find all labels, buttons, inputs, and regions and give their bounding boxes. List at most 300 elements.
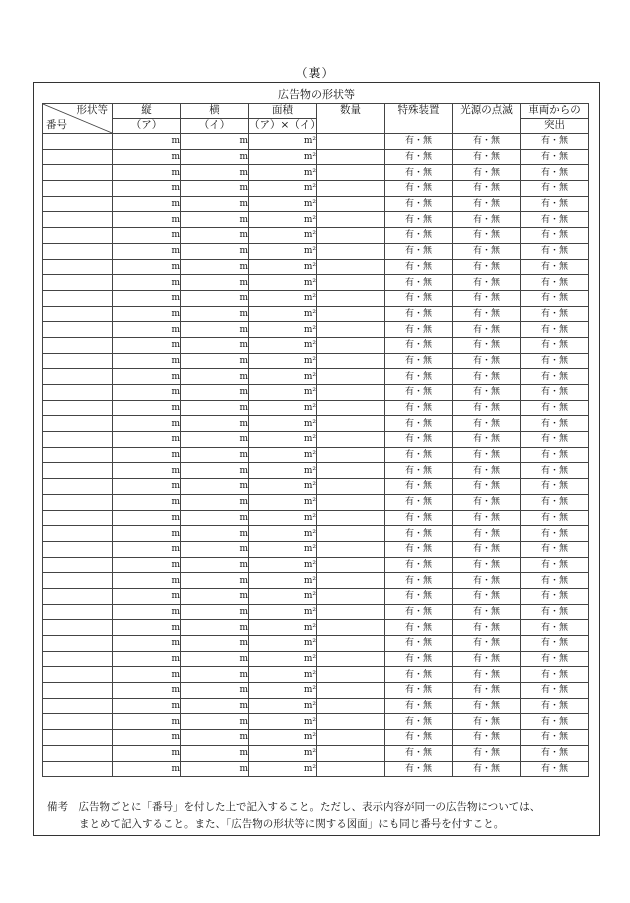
number-cell[interactable] <box>43 385 113 401</box>
protrusion-choice[interactable]: 有・無 <box>521 134 589 150</box>
height-cell[interactable]: m <box>113 134 181 150</box>
quantity-cell[interactable] <box>317 573 385 589</box>
light-blink-choice[interactable]: 有・無 <box>453 196 521 212</box>
protrusion-choice[interactable]: 有・無 <box>521 588 589 604</box>
area-cell[interactable]: m² <box>249 510 317 526</box>
number-cell[interactable] <box>43 604 113 620</box>
width-cell[interactable]: m <box>181 337 249 353</box>
quantity-cell[interactable] <box>317 683 385 699</box>
number-cell[interactable] <box>43 416 113 432</box>
light-blink-choice[interactable]: 有・無 <box>453 714 521 730</box>
special-device-choice[interactable]: 有・無 <box>385 275 453 291</box>
protrusion-choice[interactable]: 有・無 <box>521 494 589 510</box>
special-device-choice[interactable]: 有・無 <box>385 636 453 652</box>
height-cell[interactable]: m <box>113 306 181 322</box>
number-cell[interactable] <box>43 259 113 275</box>
area-cell[interactable]: m² <box>249 275 317 291</box>
special-device-choice[interactable]: 有・無 <box>385 259 453 275</box>
protrusion-choice[interactable]: 有・無 <box>521 541 589 557</box>
area-cell[interactable]: m² <box>249 196 317 212</box>
light-blink-choice[interactable]: 有・無 <box>453 761 521 777</box>
quantity-cell[interactable] <box>317 479 385 495</box>
width-cell[interactable]: m <box>181 510 249 526</box>
number-cell[interactable] <box>43 196 113 212</box>
height-cell[interactable]: m <box>113 620 181 636</box>
area-cell[interactable]: m² <box>249 745 317 761</box>
protrusion-choice[interactable]: 有・無 <box>521 416 589 432</box>
special-device-choice[interactable]: 有・無 <box>385 432 453 448</box>
protrusion-choice[interactable]: 有・無 <box>521 369 589 385</box>
number-cell[interactable] <box>43 683 113 699</box>
protrusion-choice[interactable]: 有・無 <box>521 730 589 746</box>
quantity-cell[interactable] <box>317 667 385 683</box>
height-cell[interactable]: m <box>113 447 181 463</box>
light-blink-choice[interactable]: 有・無 <box>453 165 521 181</box>
protrusion-choice[interactable]: 有・無 <box>521 510 589 526</box>
special-device-choice[interactable]: 有・無 <box>385 353 453 369</box>
protrusion-choice[interactable]: 有・無 <box>521 761 589 777</box>
width-cell[interactable]: m <box>181 745 249 761</box>
width-cell[interactable]: m <box>181 259 249 275</box>
protrusion-choice[interactable]: 有・無 <box>521 714 589 730</box>
special-device-choice[interactable]: 有・無 <box>385 745 453 761</box>
protrusion-choice[interactable]: 有・無 <box>521 683 589 699</box>
quantity-cell[interactable] <box>317 463 385 479</box>
light-blink-choice[interactable]: 有・無 <box>453 683 521 699</box>
quantity-cell[interactable] <box>317 196 385 212</box>
light-blink-choice[interactable]: 有・無 <box>453 149 521 165</box>
width-cell[interactable]: m <box>181 494 249 510</box>
quantity-cell[interactable] <box>317 212 385 228</box>
number-cell[interactable] <box>43 573 113 589</box>
width-cell[interactable]: m <box>181 588 249 604</box>
light-blink-choice[interactable]: 有・無 <box>453 667 521 683</box>
area-cell[interactable]: m² <box>249 243 317 259</box>
protrusion-choice[interactable]: 有・無 <box>521 526 589 542</box>
quantity-cell[interactable] <box>317 290 385 306</box>
protrusion-choice[interactable]: 有・無 <box>521 290 589 306</box>
number-cell[interactable] <box>43 636 113 652</box>
width-cell[interactable]: m <box>181 557 249 573</box>
special-device-choice[interactable]: 有・無 <box>385 526 453 542</box>
number-cell[interactable] <box>43 290 113 306</box>
width-cell[interactable]: m <box>181 683 249 699</box>
protrusion-choice[interactable]: 有・無 <box>521 243 589 259</box>
protrusion-choice[interactable]: 有・無 <box>521 165 589 181</box>
height-cell[interactable]: m <box>113 416 181 432</box>
light-blink-choice[interactable]: 有・無 <box>453 588 521 604</box>
light-blink-choice[interactable]: 有・無 <box>453 337 521 353</box>
area-cell[interactable]: m² <box>249 353 317 369</box>
height-cell[interactable]: m <box>113 557 181 573</box>
width-cell[interactable]: m <box>181 416 249 432</box>
light-blink-choice[interactable]: 有・無 <box>453 479 521 495</box>
width-cell[interactable]: m <box>181 400 249 416</box>
area-cell[interactable]: m² <box>249 416 317 432</box>
quantity-cell[interactable] <box>317 306 385 322</box>
width-cell[interactable]: m <box>181 322 249 338</box>
special-device-choice[interactable]: 有・無 <box>385 196 453 212</box>
protrusion-choice[interactable]: 有・無 <box>521 557 589 573</box>
light-blink-choice[interactable]: 有・無 <box>453 134 521 150</box>
number-cell[interactable] <box>43 463 113 479</box>
quantity-cell[interactable] <box>317 447 385 463</box>
number-cell[interactable] <box>43 165 113 181</box>
area-cell[interactable]: m² <box>249 165 317 181</box>
area-cell[interactable]: m² <box>249 385 317 401</box>
area-cell[interactable]: m² <box>249 479 317 495</box>
height-cell[interactable]: m <box>113 385 181 401</box>
width-cell[interactable]: m <box>181 620 249 636</box>
width-cell[interactable]: m <box>181 636 249 652</box>
width-cell[interactable]: m <box>181 243 249 259</box>
light-blink-choice[interactable]: 有・無 <box>453 463 521 479</box>
light-blink-choice[interactable]: 有・無 <box>453 698 521 714</box>
quantity-cell[interactable] <box>317 416 385 432</box>
light-blink-choice[interactable]: 有・無 <box>453 290 521 306</box>
special-device-choice[interactable]: 有・無 <box>385 651 453 667</box>
quantity-cell[interactable] <box>317 636 385 652</box>
special-device-choice[interactable]: 有・無 <box>385 714 453 730</box>
special-device-choice[interactable]: 有・無 <box>385 557 453 573</box>
width-cell[interactable]: m <box>181 714 249 730</box>
area-cell[interactable]: m² <box>249 369 317 385</box>
number-cell[interactable] <box>43 714 113 730</box>
special-device-choice[interactable]: 有・無 <box>385 447 453 463</box>
height-cell[interactable]: m <box>113 196 181 212</box>
number-cell[interactable] <box>43 761 113 777</box>
special-device-choice[interactable]: 有・無 <box>385 149 453 165</box>
height-cell[interactable]: m <box>113 479 181 495</box>
width-cell[interactable]: m <box>181 275 249 291</box>
height-cell[interactable]: m <box>113 573 181 589</box>
area-cell[interactable]: m² <box>249 761 317 777</box>
number-cell[interactable] <box>43 526 113 542</box>
light-blink-choice[interactable]: 有・無 <box>453 557 521 573</box>
height-cell[interactable]: m <box>113 683 181 699</box>
area-cell[interactable]: m² <box>249 400 317 416</box>
light-blink-choice[interactable]: 有・無 <box>453 306 521 322</box>
number-cell[interactable] <box>43 557 113 573</box>
area-cell[interactable]: m² <box>249 557 317 573</box>
number-cell[interactable] <box>43 306 113 322</box>
area-cell[interactable]: m² <box>249 730 317 746</box>
quantity-cell[interactable] <box>317 651 385 667</box>
width-cell[interactable]: m <box>181 212 249 228</box>
protrusion-choice[interactable]: 有・無 <box>521 322 589 338</box>
height-cell[interactable]: m <box>113 510 181 526</box>
protrusion-choice[interactable]: 有・無 <box>521 745 589 761</box>
quantity-cell[interactable] <box>317 400 385 416</box>
height-cell[interactable]: m <box>113 745 181 761</box>
height-cell[interactable]: m <box>113 369 181 385</box>
light-blink-choice[interactable]: 有・無 <box>453 604 521 620</box>
number-cell[interactable] <box>43 432 113 448</box>
number-cell[interactable] <box>43 275 113 291</box>
area-cell[interactable]: m² <box>249 620 317 636</box>
protrusion-choice[interactable]: 有・無 <box>521 463 589 479</box>
quantity-cell[interactable] <box>317 134 385 150</box>
quantity-cell[interactable] <box>317 275 385 291</box>
number-cell[interactable] <box>43 337 113 353</box>
protrusion-choice[interactable]: 有・無 <box>521 228 589 244</box>
protrusion-choice[interactable]: 有・無 <box>521 259 589 275</box>
quantity-cell[interactable] <box>317 149 385 165</box>
area-cell[interactable]: m² <box>249 432 317 448</box>
quantity-cell[interactable] <box>317 494 385 510</box>
height-cell[interactable]: m <box>113 212 181 228</box>
special-device-choice[interactable]: 有・無 <box>385 573 453 589</box>
width-cell[interactable]: m <box>181 228 249 244</box>
height-cell[interactable]: m <box>113 651 181 667</box>
light-blink-choice[interactable]: 有・無 <box>453 620 521 636</box>
width-cell[interactable]: m <box>181 432 249 448</box>
special-device-choice[interactable]: 有・無 <box>385 730 453 746</box>
light-blink-choice[interactable]: 有・無 <box>453 636 521 652</box>
width-cell[interactable]: m <box>181 651 249 667</box>
area-cell[interactable]: m² <box>249 134 317 150</box>
protrusion-choice[interactable]: 有・無 <box>521 479 589 495</box>
height-cell[interactable]: m <box>113 353 181 369</box>
number-cell[interactable] <box>43 667 113 683</box>
area-cell[interactable]: m² <box>249 683 317 699</box>
height-cell[interactable]: m <box>113 588 181 604</box>
protrusion-choice[interactable]: 有・無 <box>521 651 589 667</box>
quantity-cell[interactable] <box>317 730 385 746</box>
width-cell[interactable]: m <box>181 196 249 212</box>
area-cell[interactable]: m² <box>249 181 317 197</box>
protrusion-choice[interactable]: 有・無 <box>521 400 589 416</box>
area-cell[interactable]: m² <box>249 604 317 620</box>
special-device-choice[interactable]: 有・無 <box>385 369 453 385</box>
special-device-choice[interactable]: 有・無 <box>385 620 453 636</box>
protrusion-choice[interactable]: 有・無 <box>521 667 589 683</box>
quantity-cell[interactable] <box>317 698 385 714</box>
width-cell[interactable]: m <box>181 369 249 385</box>
protrusion-choice[interactable]: 有・無 <box>521 196 589 212</box>
protrusion-choice[interactable]: 有・無 <box>521 604 589 620</box>
height-cell[interactable]: m <box>113 322 181 338</box>
height-cell[interactable]: m <box>113 259 181 275</box>
height-cell[interactable]: m <box>113 165 181 181</box>
quantity-cell[interactable] <box>317 526 385 542</box>
protrusion-choice[interactable]: 有・無 <box>521 620 589 636</box>
area-cell[interactable]: m² <box>249 228 317 244</box>
special-device-choice[interactable]: 有・無 <box>385 337 453 353</box>
area-cell[interactable]: m² <box>249 306 317 322</box>
number-cell[interactable] <box>43 479 113 495</box>
protrusion-choice[interactable]: 有・無 <box>521 212 589 228</box>
special-device-choice[interactable]: 有・無 <box>385 243 453 259</box>
number-cell[interactable] <box>43 494 113 510</box>
special-device-choice[interactable]: 有・無 <box>385 134 453 150</box>
width-cell[interactable]: m <box>181 526 249 542</box>
width-cell[interactable]: m <box>181 541 249 557</box>
height-cell[interactable]: m <box>113 698 181 714</box>
protrusion-choice[interactable]: 有・無 <box>521 636 589 652</box>
quantity-cell[interactable] <box>317 369 385 385</box>
number-cell[interactable] <box>43 149 113 165</box>
light-blink-choice[interactable]: 有・無 <box>453 432 521 448</box>
protrusion-choice[interactable]: 有・無 <box>521 353 589 369</box>
light-blink-choice[interactable]: 有・無 <box>453 745 521 761</box>
number-cell[interactable] <box>43 745 113 761</box>
protrusion-choice[interactable]: 有・無 <box>521 698 589 714</box>
light-blink-choice[interactable]: 有・無 <box>453 212 521 228</box>
number-cell[interactable] <box>43 730 113 746</box>
special-device-choice[interactable]: 有・無 <box>385 165 453 181</box>
quantity-cell[interactable] <box>317 557 385 573</box>
width-cell[interactable]: m <box>181 290 249 306</box>
area-cell[interactable]: m² <box>249 636 317 652</box>
number-cell[interactable] <box>43 134 113 150</box>
quantity-cell[interactable] <box>317 353 385 369</box>
area-cell[interactable]: m² <box>249 447 317 463</box>
height-cell[interactable]: m <box>113 275 181 291</box>
special-device-choice[interactable]: 有・無 <box>385 290 453 306</box>
protrusion-choice[interactable]: 有・無 <box>521 181 589 197</box>
width-cell[interactable]: m <box>181 181 249 197</box>
quantity-cell[interactable] <box>317 620 385 636</box>
special-device-choice[interactable]: 有・無 <box>385 212 453 228</box>
area-cell[interactable]: m² <box>249 322 317 338</box>
special-device-choice[interactable]: 有・無 <box>385 416 453 432</box>
light-blink-choice[interactable]: 有・無 <box>453 510 521 526</box>
special-device-choice[interactable]: 有・無 <box>385 228 453 244</box>
width-cell[interactable]: m <box>181 463 249 479</box>
height-cell[interactable]: m <box>113 714 181 730</box>
light-blink-choice[interactable]: 有・無 <box>453 181 521 197</box>
height-cell[interactable]: m <box>113 761 181 777</box>
special-device-choice[interactable]: 有・無 <box>385 510 453 526</box>
special-device-choice[interactable]: 有・無 <box>385 698 453 714</box>
light-blink-choice[interactable]: 有・無 <box>453 228 521 244</box>
light-blink-choice[interactable]: 有・無 <box>453 353 521 369</box>
protrusion-choice[interactable]: 有・無 <box>521 447 589 463</box>
height-cell[interactable]: m <box>113 636 181 652</box>
number-cell[interactable] <box>43 698 113 714</box>
number-cell[interactable] <box>43 353 113 369</box>
width-cell[interactable]: m <box>181 479 249 495</box>
light-blink-choice[interactable]: 有・無 <box>453 400 521 416</box>
number-cell[interactable] <box>43 369 113 385</box>
number-cell[interactable] <box>43 588 113 604</box>
protrusion-choice[interactable]: 有・無 <box>521 275 589 291</box>
special-device-choice[interactable]: 有・無 <box>385 385 453 401</box>
light-blink-choice[interactable]: 有・無 <box>453 447 521 463</box>
number-cell[interactable] <box>43 400 113 416</box>
height-cell[interactable]: m <box>113 494 181 510</box>
area-cell[interactable]: m² <box>249 651 317 667</box>
height-cell[interactable]: m <box>113 604 181 620</box>
quantity-cell[interactable] <box>317 745 385 761</box>
light-blink-choice[interactable]: 有・無 <box>453 322 521 338</box>
number-cell[interactable] <box>43 541 113 557</box>
special-device-choice[interactable]: 有・無 <box>385 683 453 699</box>
height-cell[interactable]: m <box>113 432 181 448</box>
light-blink-choice[interactable]: 有・無 <box>453 416 521 432</box>
area-cell[interactable]: m² <box>249 212 317 228</box>
light-blink-choice[interactable]: 有・無 <box>453 541 521 557</box>
number-cell[interactable] <box>43 228 113 244</box>
special-device-choice[interactable]: 有・無 <box>385 463 453 479</box>
height-cell[interactable]: m <box>113 463 181 479</box>
area-cell[interactable]: m² <box>249 259 317 275</box>
protrusion-choice[interactable]: 有・無 <box>521 149 589 165</box>
quantity-cell[interactable] <box>317 510 385 526</box>
light-blink-choice[interactable]: 有・無 <box>453 573 521 589</box>
width-cell[interactable]: m <box>181 667 249 683</box>
width-cell[interactable]: m <box>181 447 249 463</box>
area-cell[interactable]: m² <box>249 526 317 542</box>
protrusion-choice[interactable]: 有・無 <box>521 385 589 401</box>
area-cell[interactable]: m² <box>249 290 317 306</box>
protrusion-choice[interactable]: 有・無 <box>521 337 589 353</box>
quantity-cell[interactable] <box>317 181 385 197</box>
height-cell[interactable]: m <box>113 400 181 416</box>
quantity-cell[interactable] <box>317 714 385 730</box>
quantity-cell[interactable] <box>317 228 385 244</box>
area-cell[interactable]: m² <box>249 541 317 557</box>
special-device-choice[interactable]: 有・無 <box>385 541 453 557</box>
height-cell[interactable]: m <box>113 730 181 746</box>
number-cell[interactable] <box>43 447 113 463</box>
light-blink-choice[interactable]: 有・無 <box>453 369 521 385</box>
height-cell[interactable]: m <box>113 526 181 542</box>
width-cell[interactable]: m <box>181 730 249 746</box>
area-cell[interactable]: m² <box>249 588 317 604</box>
special-device-choice[interactable]: 有・無 <box>385 306 453 322</box>
area-cell[interactable]: m² <box>249 667 317 683</box>
area-cell[interactable]: m² <box>249 463 317 479</box>
number-cell[interactable] <box>43 620 113 636</box>
area-cell[interactable]: m² <box>249 494 317 510</box>
area-cell[interactable]: m² <box>249 149 317 165</box>
height-cell[interactable]: m <box>113 290 181 306</box>
width-cell[interactable]: m <box>181 149 249 165</box>
number-cell[interactable] <box>43 322 113 338</box>
width-cell[interactable]: m <box>181 134 249 150</box>
special-device-choice[interactable]: 有・無 <box>385 181 453 197</box>
height-cell[interactable]: m <box>113 337 181 353</box>
quantity-cell[interactable] <box>317 243 385 259</box>
special-device-choice[interactable]: 有・無 <box>385 494 453 510</box>
number-cell[interactable] <box>43 212 113 228</box>
quantity-cell[interactable] <box>317 588 385 604</box>
width-cell[interactable]: m <box>181 306 249 322</box>
width-cell[interactable]: m <box>181 385 249 401</box>
area-cell[interactable]: m² <box>249 337 317 353</box>
quantity-cell[interactable] <box>317 541 385 557</box>
light-blink-choice[interactable]: 有・無 <box>453 651 521 667</box>
quantity-cell[interactable] <box>317 259 385 275</box>
special-device-choice[interactable]: 有・無 <box>385 588 453 604</box>
width-cell[interactable]: m <box>181 573 249 589</box>
area-cell[interactable]: m² <box>249 573 317 589</box>
width-cell[interactable]: m <box>181 761 249 777</box>
light-blink-choice[interactable]: 有・無 <box>453 259 521 275</box>
quantity-cell[interactable] <box>317 432 385 448</box>
height-cell[interactable]: m <box>113 541 181 557</box>
light-blink-choice[interactable]: 有・無 <box>453 385 521 401</box>
quantity-cell[interactable] <box>317 385 385 401</box>
width-cell[interactable]: m <box>181 698 249 714</box>
height-cell[interactable]: m <box>113 667 181 683</box>
special-device-choice[interactable]: 有・無 <box>385 667 453 683</box>
light-blink-choice[interactable]: 有・無 <box>453 494 521 510</box>
width-cell[interactable]: m <box>181 604 249 620</box>
area-cell[interactable]: m² <box>249 698 317 714</box>
